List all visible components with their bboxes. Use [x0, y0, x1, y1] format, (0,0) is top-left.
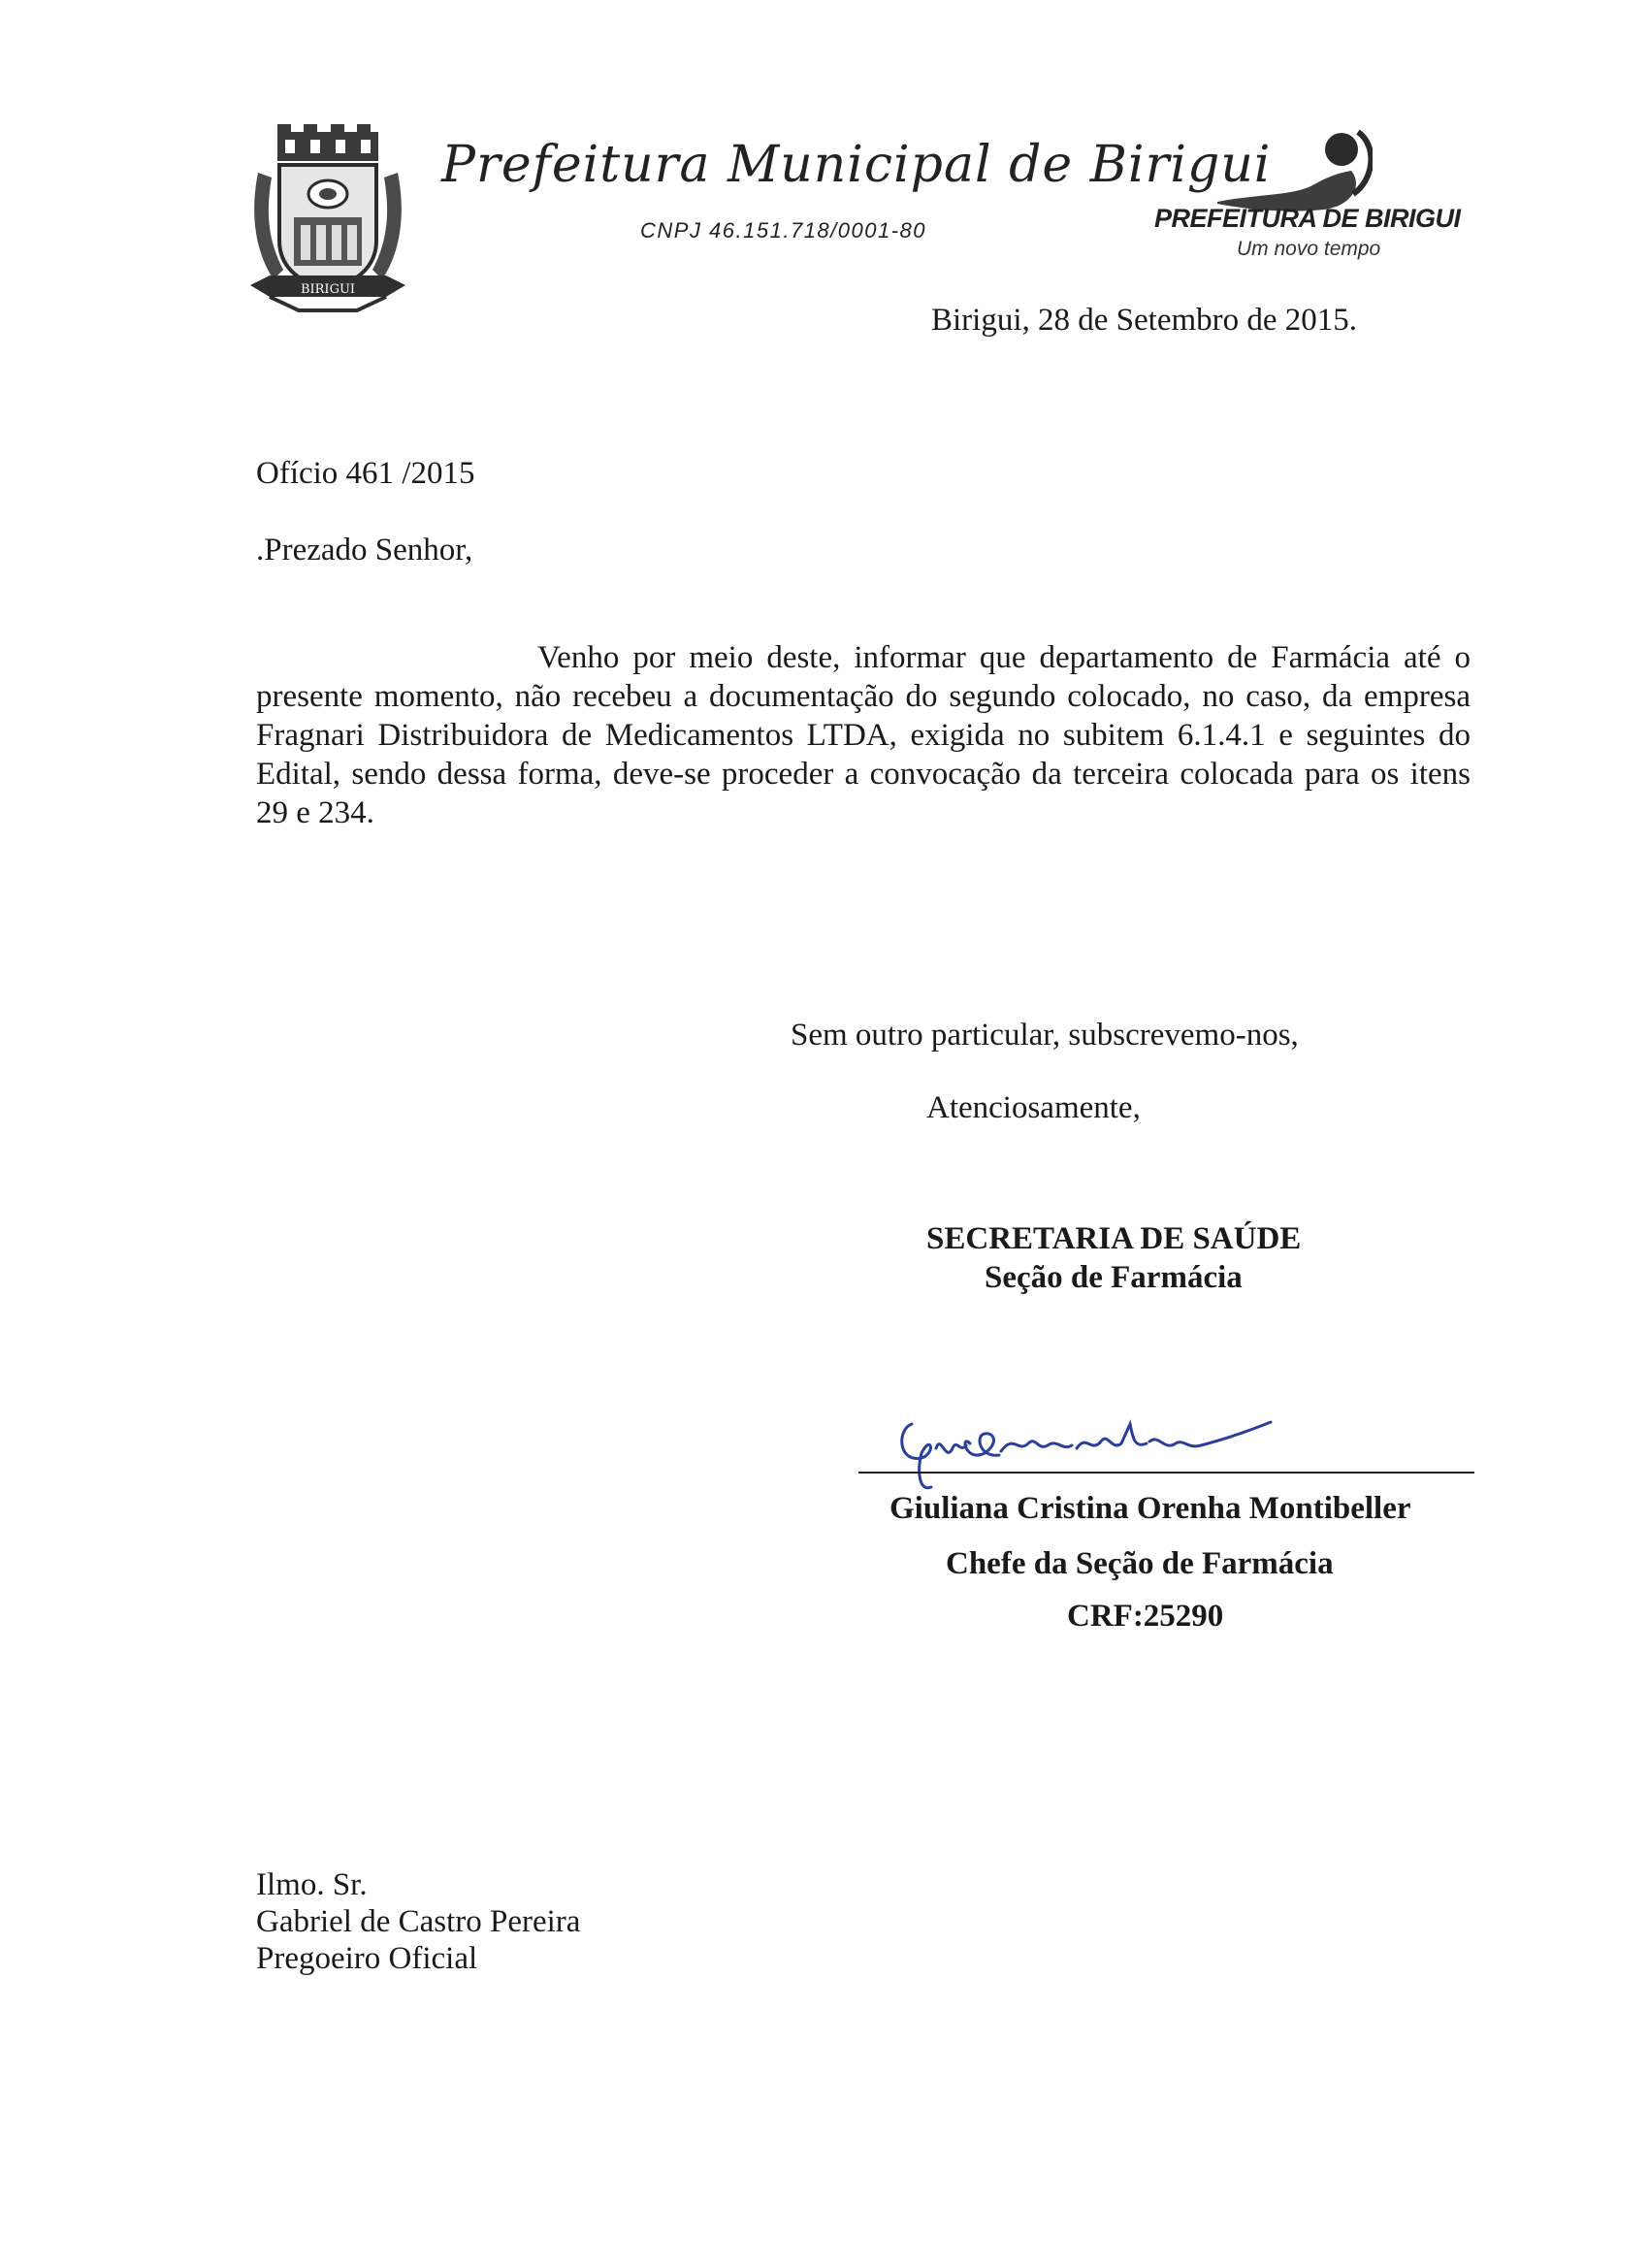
- municipality-title: Prefeitura Municipal de Birigui: [441, 136, 1272, 194]
- oficio-reference: Ofício 461 /2015: [256, 456, 475, 491]
- date-line: Birigui, 28 de Setembro de 2015.: [931, 303, 1358, 338]
- prefeitura-brand-logo: [1217, 126, 1373, 213]
- signatory-name: Giuliana Cristina Orenha Montibeller: [889, 1491, 1411, 1526]
- signatory-registration: CRF:25290: [1067, 1599, 1224, 1634]
- addressee-salutation: Ilmo. Sr.: [256, 1867, 368, 1902]
- department-name: SECRETARIA DE SAÚDE: [926, 1221, 1302, 1256]
- closing-line: Sem outro particular, subscrevemo-nos,: [791, 1018, 1299, 1053]
- body-paragraph: Venho por meio deste, informar que departamento de Farmácia até o presente momento, não recebeu a documentação do segundo colocado, no caso, da empresa Fragnari Distribuidora de Medicamentos LTDA, exigida no subitem 6.1.4.1 e seguintes do Edital, sendo dessa forma, deve-se proceder a convocação da terceira colocada para os itens 29 e 234.: [256, 640, 1471, 830]
- coat-of-arms-logo: [250, 124, 405, 314]
- signature-line: [858, 1472, 1474, 1474]
- svg-text:BIRIGUI: BIRIGUI: [300, 282, 356, 297]
- addressee-role: Pregoeiro Oficial: [256, 1941, 478, 1976]
- brand-name: PREFEITURA DE BIRIGUI: [1154, 204, 1461, 233]
- section-name: Seção de Farmácia: [985, 1260, 1243, 1295]
- signatory-title: Chefe da Seção de Farmácia: [946, 1546, 1334, 1581]
- regards-line: Atenciosamente,: [926, 1090, 1141, 1125]
- brand-slogan: Um novo tempo: [1237, 238, 1381, 260]
- greeting: .Prezado Senhor,: [256, 533, 473, 567]
- cnpj-number: CNPJ 46.151.718/0001-80: [640, 218, 927, 243]
- handwritten-signature: [892, 1395, 1300, 1492]
- addressee-name: Gabriel de Castro Pereira: [256, 1904, 581, 1939]
